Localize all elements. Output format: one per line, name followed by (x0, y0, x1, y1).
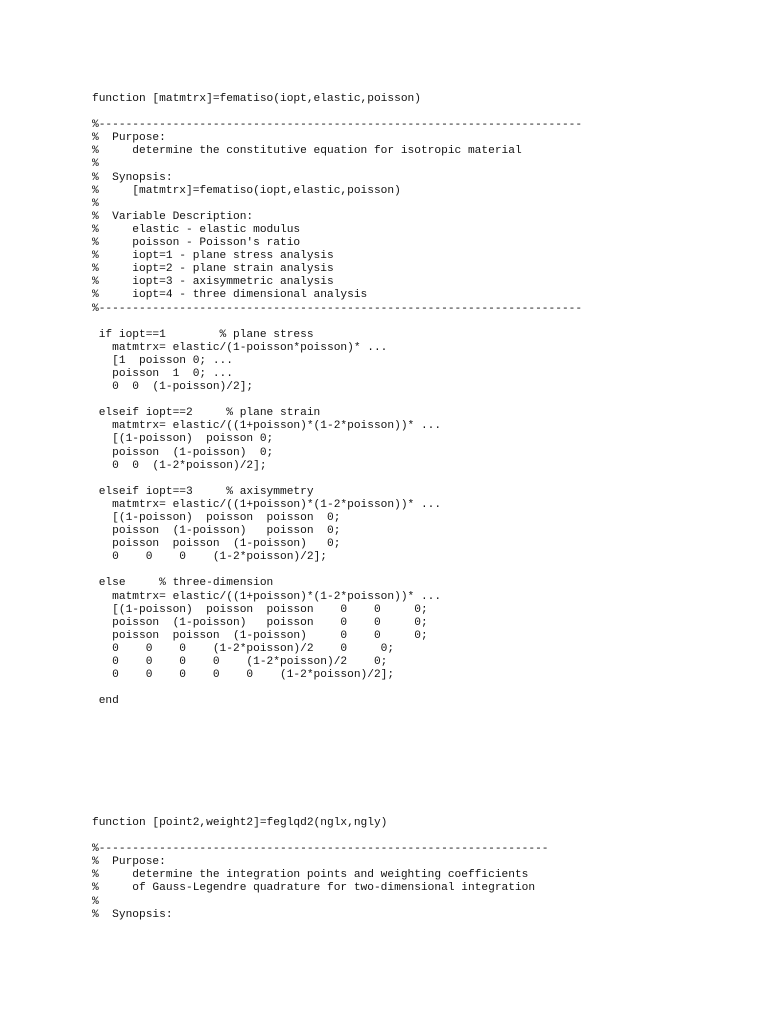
code-line: 0 0 0 (1-2*poisson)/2 0 0; (92, 642, 395, 655)
code-line: % iopt=3 - axisymmetric analysis (92, 276, 334, 289)
code-line (92, 316, 582, 329)
code-line: end (92, 695, 119, 708)
code-line: % iopt=4 - three dimensional analysis (92, 289, 368, 302)
code-line: % iopt=2 - plane strain analysis (92, 263, 334, 276)
code-line: % [matmtrx]=fematiso(iopt,elastic,poisson) (92, 184, 401, 197)
code-line: %------------------------------------------------------------------- (92, 843, 549, 856)
code-line: % (92, 158, 99, 171)
code-line (92, 682, 582, 695)
code-line: % of Gauss-Legendre quadrature for two-dimensional integration (92, 882, 536, 895)
code-line: 0 0 0 0 0 (1-2*poisson)/2]; (92, 669, 395, 682)
code-line (92, 473, 582, 486)
code-line: function [point2,weight2]=feglqd2(nglx,ngly) (92, 817, 388, 829)
code-line: 0 0 0 0 (1-2*poisson)/2 0; (92, 656, 388, 669)
code-line: % Purpose: (92, 132, 166, 145)
code-line: % Synopsis: (92, 171, 173, 184)
code-line: function [matmtrx]=fematiso(iopt,elastic,poisson) (92, 93, 421, 105)
code-line: % iopt=1 - plane stress analysis (92, 250, 334, 263)
code-line (92, 394, 582, 407)
code-line: matmtrx= elastic/((1+poisson)*(1-2*poisson))* ... (92, 590, 442, 603)
code-line: poisson 1 0; ... (92, 367, 233, 380)
code-line: 0 0 0 (1-2*poisson)/2]; (92, 551, 327, 564)
code-line: %------------------------------------------------------------------------ (92, 302, 583, 315)
code-block-feglqd2 (92, 817, 549, 922)
code-line: if iopt==1 % plane stress (92, 328, 314, 341)
code-line: elseif iopt==2 % plane strain (92, 407, 321, 420)
code-line: %------------------------------------------------------------------------ (92, 119, 583, 132)
code-line: poisson (1-poisson) poisson 0 0 0; (92, 616, 428, 629)
code-line: [1 poisson 0; ... (92, 354, 233, 367)
code-line: % poisson - Poisson's ratio (92, 237, 301, 250)
code-line: else % three-dimension (92, 577, 274, 590)
code-line: poisson (1-poisson) 0; (92, 446, 274, 459)
code-line: [(1-poisson) poisson poisson 0 0 0; (92, 603, 428, 616)
code-line: % determine the integration points and weighting coefficients (92, 869, 529, 882)
code-line: poisson (1-poisson) poisson 0; (92, 525, 341, 538)
code-line: % Purpose: (92, 856, 166, 869)
code-line (92, 106, 582, 119)
code-line: % determine the constitutive equation for isotropic material (92, 145, 522, 158)
code-line: % Variable Description: (92, 210, 254, 223)
code-line: poisson poisson (1-poisson) 0 0 0; (92, 629, 428, 642)
code-line: % (92, 895, 99, 908)
code-line (92, 564, 582, 577)
code-line: % elastic - elastic modulus (92, 223, 301, 236)
code-line: [(1-poisson) poisson poisson 0; (92, 512, 341, 524)
code-line (92, 830, 549, 843)
code-line: matmtrx= elastic/(1-poisson*poisson)* ... (92, 341, 388, 354)
code-block-fematiso (92, 93, 582, 708)
code-line: [(1-poisson) poisson 0; (92, 433, 274, 446)
code-line: % (92, 197, 99, 210)
code-line: 0 0 (1-poisson)/2]; (92, 381, 254, 394)
code-line: elseif iopt==3 % axisymmetry (92, 485, 314, 498)
code-line: matmtrx= elastic/((1+poisson)*(1-2*poisson))* ... (92, 498, 442, 511)
code-line: poisson poisson (1-poisson) 0; (92, 538, 341, 551)
code-line: % Synopsis: (92, 908, 173, 921)
code-line: matmtrx= elastic/((1+poisson)*(1-2*poisson))* ... (92, 420, 442, 433)
code-line: 0 0 (1-2*poisson)/2]; (92, 459, 267, 472)
